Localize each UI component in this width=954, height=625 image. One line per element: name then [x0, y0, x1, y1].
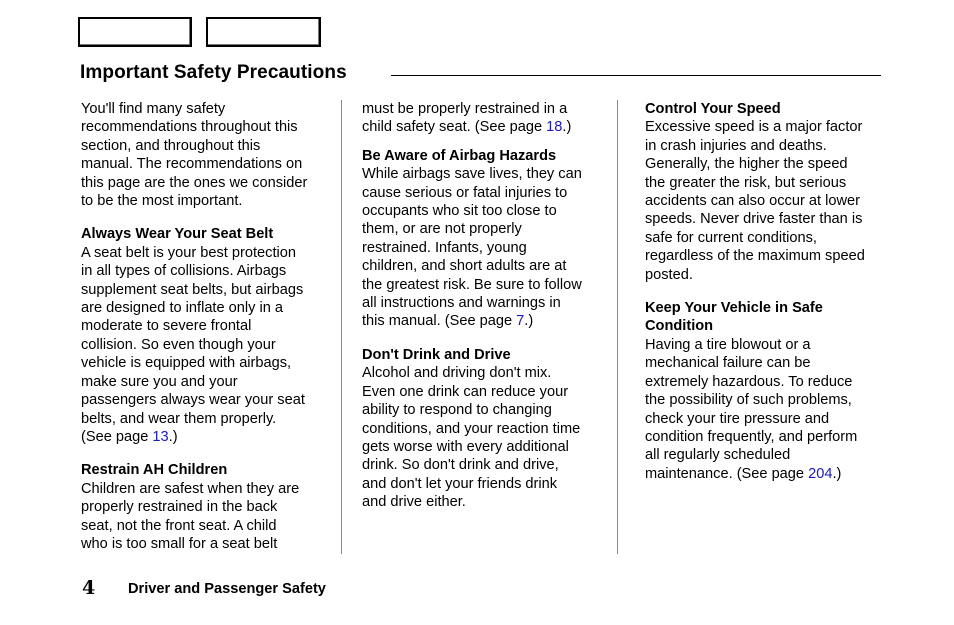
- intro-paragraph: You'll find many safety recommendations throughout this section, and throughout this manual. The recommendations on this page are the ones we consider to be the most important.: [81, 101, 308, 210]
- page-link-18[interactable]: 18: [546, 119, 563, 136]
- seatbelt-paragraph: [81, 244, 331, 446]
- vehicle-paragraph: [645, 336, 895, 483]
- vehicle-heading: Keep Your Vehicle in Safe Condition: [645, 300, 823, 335]
- seatbelt-text: A seat belt is your best protection in all types of collisions. Airbags supplement seat belts, but airbags are designed to inflate only in a moderate to severe frontal collision. So even though your vehicle is equipped with airbags, make sure you and your passengers always wear your seat belts, and wear them properly.: [81, 244, 305, 427]
- column-2: [362, 100, 612, 512]
- drink-paragraph: Alcohol and driving don't mix. Even one drink can reduce your ability to respond to changing conditions, and your reaction time gets worse with every additional drink. So don't drink and drive, and don't let your friends drink and drive either.: [362, 365, 581, 511]
- children-continued-paragraph: [362, 100, 612, 137]
- footer-section-title: Driver and Passenger Safety: [128, 581, 326, 597]
- children-heading: Restrain AH Children: [81, 462, 228, 479]
- airbag-ref-post: .): [524, 313, 534, 330]
- children-paragraph: Children are safest when they are properly restrained in the back seat, not the front seat. A child who is too small for a seat belt: [81, 480, 300, 552]
- nav-next-button[interactable]: [206, 17, 321, 47]
- page-link-7[interactable]: 7: [516, 313, 525, 330]
- children-continued-text: must be properly restrained in a child safety seat.: [362, 101, 568, 136]
- children-ref-pre: (See page: [474, 119, 547, 136]
- nav-prev-button[interactable]: [78, 17, 192, 47]
- airbag-text: While airbags save lives, they can cause serious or fatal injuries to occupants who sit too close to them, or are not properly restrained. Infants, young children, and short adults are at the greatest risk. Be sure to follow all instructions and warnings in this manual.: [362, 166, 582, 330]
- vehicle-ref-post: .): [832, 465, 842, 482]
- page-link-204[interactable]: 204: [808, 465, 833, 482]
- seatbelt-ref-post: .): [168, 428, 178, 445]
- title-rule: [391, 75, 881, 76]
- seatbelt-ref-pre: (See page: [81, 428, 153, 445]
- vehicle-ref-pre: (See page: [736, 465, 809, 482]
- children-ref-post: .): [562, 119, 572, 136]
- airbag-heading: Be Aware of Airbag Hazards: [362, 147, 557, 164]
- airbag-paragraph: [362, 165, 612, 331]
- airbag-ref-pre: (See page: [444, 313, 517, 330]
- drink-heading: Don't Drink and Drive: [362, 346, 511, 363]
- vehicle-text: Having a tire blowout or a mechanical failure can be extremely hazardous. To reduce the possibility of such problems, check your tire pressure and condition frequently, and perform all regularly scheduled maintenance.: [645, 336, 858, 482]
- column-3: [645, 100, 895, 483]
- speed-heading: Control Your Speed: [645, 101, 781, 117]
- column-divider: [341, 100, 342, 554]
- seatbelt-heading: Always Wear Your Seat Belt: [81, 226, 274, 243]
- page-link-13[interactable]: 13: [152, 428, 169, 445]
- column-divider: [617, 100, 618, 554]
- page-title: Important Safety Precautions: [80, 62, 347, 83]
- column-1: [81, 100, 331, 553]
- page-number: 4: [82, 577, 96, 599]
- speed-paragraph: Excessive speed is a major factor in crash injuries and deaths. Generally, the higher the speed the greater the risk, but serious accidents can also occur at lower speeds. Never drive faster than is safe for current conditions, regardless of the maximum speed posted.: [645, 119, 865, 283]
